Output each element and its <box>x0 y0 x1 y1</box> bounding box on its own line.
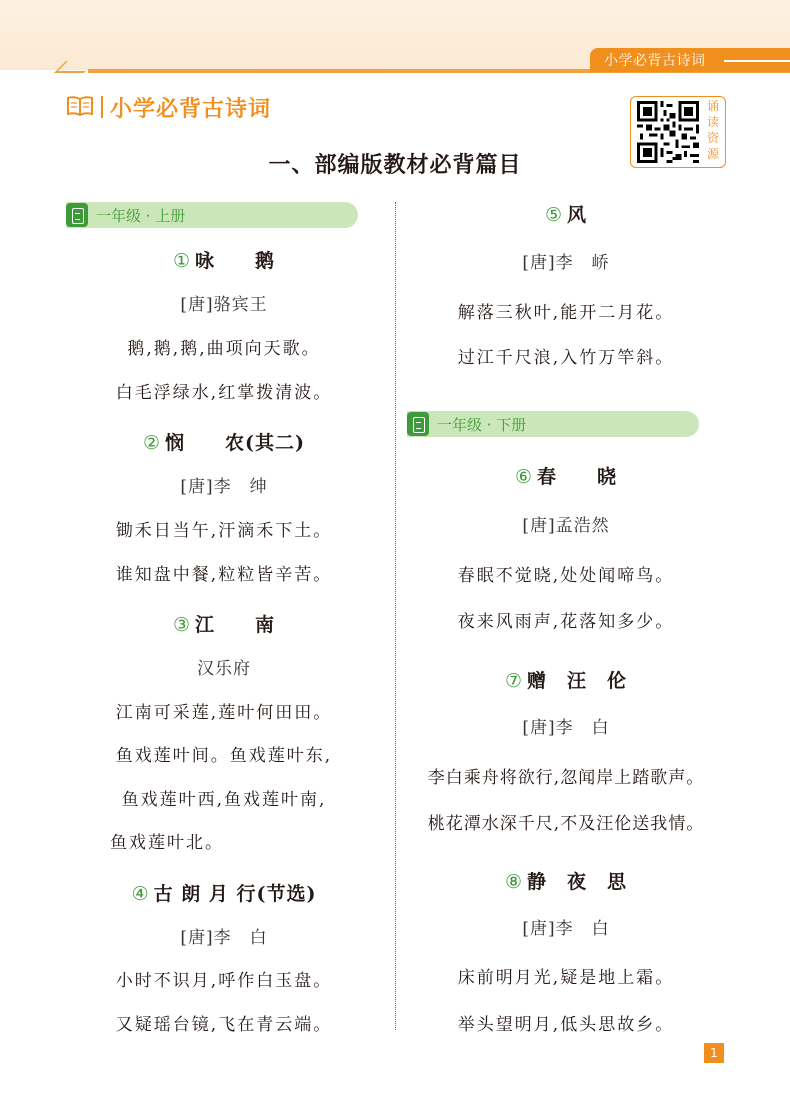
poem-line: 床前明月光,疑是地上霜。 <box>457 968 675 988</box>
poem-title: ④ 古 朗 月 行(节选) <box>131 883 317 905</box>
poem-title: ② 悯 农(其二) <box>142 432 306 454</box>
poem-line: 鱼戏莲叶间。鱼戏莲叶东, <box>115 746 333 766</box>
section-title: 一、部编版教材必背篇目 <box>268 152 522 178</box>
poem-author: [唐]李 白 <box>522 919 610 939</box>
book-icon <box>66 95 94 117</box>
poem-author: [唐]李 白 <box>522 718 610 738</box>
page-number: 1 <box>704 1043 724 1063</box>
poem-author: [唐]孟浩然 <box>522 516 610 536</box>
poem-title: ① 咏 鹅 <box>172 250 276 272</box>
notebook-icon <box>66 203 88 227</box>
poem-line: 又疑瑶台镜,飞在青云端。 <box>115 1015 333 1035</box>
poem-line: 解落三秋叶,能开二月花。 <box>457 303 675 323</box>
poem-line: 谁知盘中餐,粒粒皆辛苦。 <box>115 565 333 585</box>
poem-line: 江南可采莲,莲叶何田田。 <box>115 703 333 723</box>
grade-label: 一年级 · 下册 <box>437 416 527 434</box>
poem-author: [唐]李 绅 <box>180 477 268 497</box>
poem-author: 汉乐府 <box>197 659 251 679</box>
poem-line: 鹅,鹅,鹅,曲项向天歌。 <box>127 339 321 359</box>
poem-line: 鱼戏莲叶北。 <box>110 833 224 853</box>
poem-line: 春眠不觉晓,处处闻啼鸟。 <box>457 566 675 586</box>
header-tab-label: 小学必背古诗词 <box>604 53 706 69</box>
book-title: 小学必背古诗词 <box>110 97 272 122</box>
column-divider <box>395 202 396 1030</box>
poem-author: [唐]李 峤 <box>522 253 610 273</box>
poem-title: ③ 江 南 <box>172 614 276 636</box>
poem-title: ⑧ 静 夜 思 <box>504 871 628 893</box>
header-tab-line <box>724 60 790 62</box>
poem-line: 过江千尺浪,入竹万竿斜。 <box>457 348 675 368</box>
poem-line: 举头望明月,低头思故乡。 <box>457 1015 675 1035</box>
notebook-icon <box>407 412 429 436</box>
poem-author: [唐]李 白 <box>180 928 268 948</box>
poem-title: ⑦ 赠 汪 伦 <box>504 670 628 692</box>
poem-author: [唐]骆宾王 <box>180 295 268 315</box>
qr-side-label: 诵读资源 <box>706 99 719 161</box>
poem-line: 夜来风雨声,花落知多少。 <box>457 612 675 632</box>
title-separator <box>101 96 103 118</box>
grade-label: 一年级 · 上册 <box>96 207 186 225</box>
poem-title: ⑥ 春 晓 <box>514 466 618 488</box>
poem-title: ⑤ 风 <box>544 204 588 226</box>
poem-line: 小时不识月,呼作白玉盘。 <box>115 971 333 991</box>
poem-line: 鱼戏莲叶西,鱼戏莲叶南, <box>121 790 327 810</box>
poem-line: 白毛浮绿水,红掌拨清波。 <box>115 383 333 403</box>
poem-line: 李白乘舟将欲行,忽闻岸上踏歌声。 <box>427 768 705 788</box>
poem-line: 锄禾日当午,汗滴禾下土。 <box>115 521 333 541</box>
poem-line: 桃花潭水深千尺,不及汪伦送我情。 <box>427 814 705 834</box>
